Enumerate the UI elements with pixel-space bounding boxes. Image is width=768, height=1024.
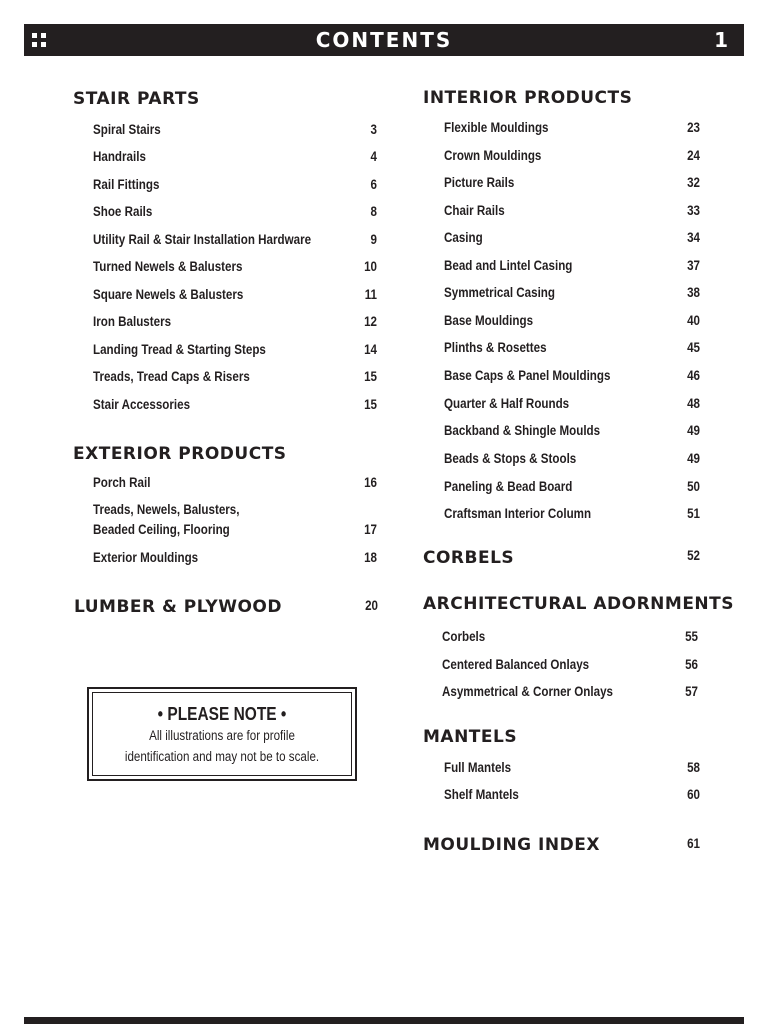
toc-entry-page: 32 [687, 175, 700, 190]
toc-entry-page: 57 [685, 684, 698, 699]
toc-entry-label[interactable]: Bead and Lintel Casing [444, 258, 573, 273]
toc-entry-page: 46 [687, 368, 700, 383]
toc-entry-label[interactable]: Base Mouldings [444, 313, 534, 328]
toc-entry-label[interactable]: Iron Balusters [93, 314, 172, 329]
toc-entry-page: 11 [364, 287, 377, 302]
toc-entry-label[interactable]: Picture Rails [444, 175, 515, 190]
toc-entry-page: 9 [370, 232, 377, 247]
toc-entry-label[interactable]: Exterior Mouldings [93, 550, 199, 565]
section-heading-stair-parts: STAIR PARTS [73, 89, 200, 109]
toc-entry-label[interactable]: Porch Rail [93, 475, 151, 490]
toc-entry-page: 10 [364, 259, 377, 274]
toc-entry-label[interactable]: Corbels [442, 629, 486, 644]
toc-entry-label[interactable]: Square Newels & Balusters [93, 287, 244, 302]
toc-entry-label[interactable]: Stair Accessories [93, 397, 191, 412]
toc-entry-page: 16 [364, 475, 377, 490]
toc-entry-page: 37 [687, 258, 700, 273]
toc-entry-page: 12 [364, 314, 377, 329]
toc-entry-label[interactable]: Landing Tread & Starting Steps [93, 342, 266, 357]
toc-entry-page: 50 [687, 479, 700, 494]
toc-entry-label[interactable]: Craftsman Interior Column [444, 506, 592, 521]
toc-entry-page: 33 [687, 203, 700, 218]
toc-entry-label[interactable]: Rail Fittings [93, 177, 160, 192]
toc-entry-page: 24 [687, 148, 700, 163]
toc-entry-label[interactable]: Centered Balanced Onlays [442, 657, 590, 672]
section-heading-architectural-adornments: ARCHITECTURAL ADORNMENTS [423, 594, 734, 614]
section-heading-interior-products: INTERIOR PRODUCTS [423, 88, 633, 108]
please-note-inner-border [92, 692, 352, 776]
toc-entry-page: 52 [687, 548, 700, 563]
please-note-line-2: identification and may not be to scale. [124, 749, 320, 764]
toc-entry-page: 55 [685, 629, 698, 644]
toc-entry-page: 4 [370, 149, 377, 164]
section-heading-moulding-index[interactable]: MOULDING INDEX [423, 835, 600, 855]
toc-entry-label[interactable]: Chair Rails [444, 203, 505, 218]
toc-entry-label[interactable]: Spiral Stairs [93, 122, 161, 137]
toc-entry-label[interactable]: Crown Mouldings [444, 148, 542, 163]
toc-entry-page: 15 [364, 369, 377, 384]
please-note-box [87, 687, 357, 781]
toc-entry-label[interactable]: Full Mantels [444, 760, 512, 775]
toc-entry-page: 48 [687, 396, 700, 411]
toc-entry-label[interactable]: Flexible Mouldings [444, 120, 549, 135]
toc-entry-label[interactable]: Quarter & Half Rounds [444, 396, 570, 411]
toc-entry-label[interactable]: Asymmetrical & Corner Onlays [442, 684, 614, 699]
toc-entry-label-line2[interactable]: Beaded Ceiling, Flooring [93, 522, 230, 537]
toc-entry-label[interactable]: Handrails [93, 149, 146, 164]
toc-entry-label[interactable]: Beads & Stops & Stools [444, 451, 577, 466]
toc-entry-page: 38 [687, 285, 700, 300]
section-heading-corbels[interactable]: CORBELS [423, 548, 515, 568]
toc-entry-page: 49 [687, 451, 700, 466]
section-heading-exterior-products: EXTERIOR PRODUCTS [73, 444, 287, 464]
toc-entry-page: 14 [364, 342, 377, 357]
page-number: 1 [714, 28, 728, 52]
toc-entry-label[interactable]: Shoe Rails [93, 204, 153, 219]
toc-entry-page: 56 [685, 657, 698, 672]
toc-entry-label[interactable]: Backband & Shingle Moulds [444, 423, 601, 438]
toc-entry-label[interactable]: Paneling & Bead Board [444, 479, 573, 494]
toc-entry-page: 40 [687, 313, 700, 328]
toc-entry-label[interactable]: Turned Newels & Balusters [93, 259, 243, 274]
toc-entry-page: 6 [370, 177, 377, 192]
section-heading-lumber-plywood[interactable]: LUMBER & PLYWOOD [74, 597, 282, 617]
please-note-title: • PLEASE NOTE • [157, 704, 287, 724]
header-bar [24, 24, 744, 56]
footer-bar [24, 1017, 744, 1024]
toc-entry-label[interactable]: Base Caps & Panel Mouldings [444, 368, 611, 383]
toc-entry-label[interactable]: Treads, Tread Caps & Risers [93, 369, 250, 384]
section-heading-mantels: MANTELS [423, 727, 518, 747]
toc-entry-page: 49 [687, 423, 700, 438]
toc-entry-page: 45 [687, 340, 700, 355]
toc-entry-label[interactable]: Shelf Mantels [444, 787, 519, 802]
page-title: CONTENTS [315, 28, 453, 52]
toc-entry-page: 15 [364, 397, 377, 412]
toc-entry-label[interactable]: Symmetrical Casing [444, 285, 555, 300]
toc-entry-page: 20 [365, 598, 378, 613]
toc-entry-page: 60 [687, 787, 700, 802]
toc-entry-label[interactable]: Treads, Newels, Balusters, [93, 502, 240, 517]
toc-entry-page: 3 [370, 122, 377, 137]
toc-entry-label[interactable]: Casing [444, 230, 483, 245]
toc-entry-page: 51 [687, 506, 700, 521]
toc-entry-page: 58 [687, 760, 700, 775]
toc-entry-label[interactable]: Utility Rail & Stair Installation Hardware [93, 232, 312, 247]
toc-entry-page: 17 [364, 522, 377, 537]
toc-entry-page: 8 [370, 204, 377, 219]
toc-entry-page: 18 [364, 550, 377, 565]
toc-entry-label[interactable]: Plinths & Rosettes [444, 340, 547, 355]
please-note-line-1: All illustrations are for profile [149, 728, 295, 743]
toc-entry-page: 61 [687, 836, 700, 851]
toc-entry-page: 23 [687, 120, 700, 135]
toc-entry-page: 34 [687, 230, 700, 245]
